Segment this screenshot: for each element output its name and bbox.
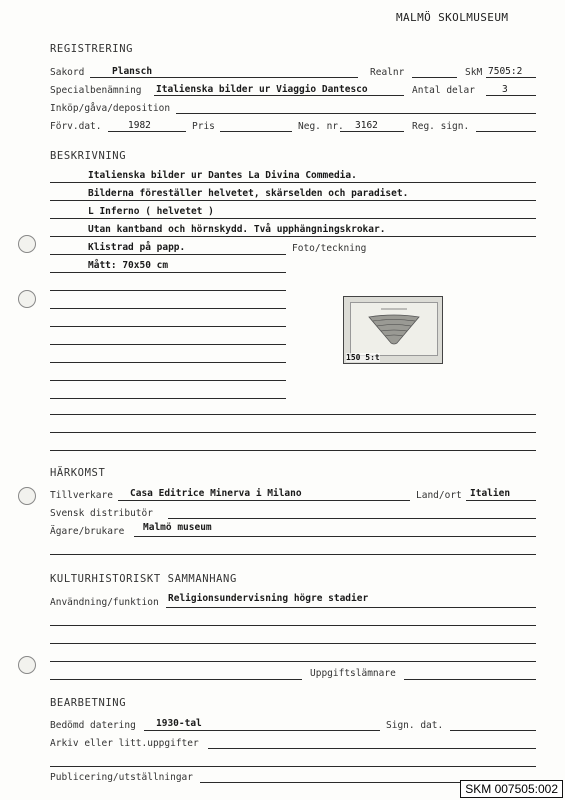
description-rule — [50, 398, 286, 399]
arkiv-line — [208, 748, 536, 749]
description-rule — [50, 450, 536, 451]
skm-label: SkM — [465, 67, 483, 78]
description-line: L Inferno ( helvetet ) — [88, 206, 214, 217]
punch-hole — [18, 235, 36, 253]
kultur-rule — [50, 679, 302, 680]
sakord-label: Sakord — [50, 67, 85, 78]
forv-label: Förv.dat. — [50, 121, 102, 132]
reg-sign-label: Reg. sign. — [412, 121, 470, 132]
section-heading-registrering: REGISTRERING — [50, 43, 134, 55]
description-rule — [50, 414, 536, 415]
pris-label: Pris — [192, 121, 215, 132]
description-line: Utan kantband och hörnskydd. Två upphängningskrokar. — [88, 224, 386, 235]
skm-value: 7505:2 — [488, 66, 523, 77]
forv-line — [108, 131, 186, 132]
description-rule — [50, 380, 286, 381]
uppgift-line — [404, 679, 536, 680]
description-rule — [50, 290, 286, 291]
punch-hole — [18, 656, 36, 674]
kultur-rule — [50, 643, 536, 644]
special-label: Specialbenämning — [50, 85, 142, 96]
museum-name: MALMÖ SKOLMUSEUM — [396, 11, 509, 24]
punch-hole — [18, 487, 36, 505]
datering-value: 1930-tal — [156, 718, 202, 729]
section-heading-bearbetning: BEARBETNING — [50, 697, 127, 709]
distributor-label: Svensk distributör — [50, 508, 153, 519]
harkomst-rule — [50, 554, 536, 555]
agare-value: Malmö museum — [143, 522, 212, 533]
kultur-rule — [50, 625, 536, 626]
special-line — [154, 95, 404, 96]
arkiv-label: Arkiv eller litt.uppgifter — [50, 738, 199, 749]
reg-sign-line — [476, 131, 536, 132]
bearbetning-rule — [50, 766, 536, 767]
description-rule — [50, 326, 286, 327]
realnr-line — [412, 77, 457, 78]
datering-line — [144, 730, 380, 731]
antal-value: 3 — [502, 84, 508, 95]
realnr-label: Realnr — [370, 67, 405, 78]
forv-value: 1982 — [128, 120, 151, 131]
description-rule — [50, 200, 536, 201]
description-rule — [50, 272, 286, 273]
description-line: Bilderna föreställer helvetet, skärselden och paradiset. — [88, 188, 409, 199]
anvandning-label: Användning/funktion — [50, 597, 159, 608]
special-value: Italienska bilder ur Viaggio Dantesco — [156, 84, 368, 95]
photo-print — [350, 302, 438, 356]
neg-label: Neg. nr. — [298, 121, 344, 132]
land-label: Land/ort — [416, 490, 462, 501]
description-rule — [50, 182, 536, 183]
description-rule — [50, 218, 536, 219]
antal-label: Antal delar — [412, 85, 475, 96]
description-rule — [50, 308, 286, 309]
datering-label: Bedömd datering — [50, 720, 136, 731]
agare-line — [134, 536, 536, 537]
photo-tag: 150 5:t — [346, 353, 380, 362]
section-heading-kultur: KULTURHISTORISKT SAMMANHANG — [50, 573, 237, 585]
inferno-funnel-image — [351, 303, 437, 355]
sakord-value: Plansch — [112, 66, 153, 77]
kultur-rule — [50, 661, 536, 662]
sign-dat-label: Sign. dat. — [386, 720, 444, 731]
anvandning-line — [166, 607, 536, 608]
section-heading-beskrivning: BESKRIVNING — [50, 150, 127, 162]
land-line — [466, 500, 536, 501]
description-line: Klistrad på papp. — [88, 242, 186, 253]
description-rule — [50, 362, 286, 363]
tillverkare-label: Tillverkare — [50, 490, 113, 501]
inkop-line — [176, 113, 536, 114]
neg-value: 3162 — [355, 120, 378, 131]
uppgift-label: Uppgiftslämnare — [310, 668, 396, 679]
description-line: Italienska bilder ur Dantes La Divina Commedia. — [88, 170, 357, 181]
description-rule — [50, 236, 536, 237]
tillverkare-line — [118, 500, 410, 501]
punch-hole — [18, 290, 36, 308]
agare-label: Ägare/brukare — [50, 526, 125, 537]
sign-dat-line — [450, 730, 536, 731]
object-photo — [343, 296, 443, 364]
description-rule — [50, 432, 536, 433]
description-rule — [50, 254, 286, 255]
description-rule — [50, 344, 286, 345]
sakord-line — [90, 77, 358, 78]
distributor-line — [168, 518, 536, 519]
anvandning-value: Religionsundervisning högre stadier — [168, 593, 369, 604]
land-value: Italien — [470, 488, 511, 499]
antal-line — [486, 95, 536, 96]
neg-line — [340, 131, 404, 132]
foto-label: Foto/teckning — [292, 243, 367, 254]
tillverkare-value: Casa Editrice Minerva i Milano — [130, 488, 302, 499]
section-heading-harkomst: HÄRKOMST — [50, 467, 106, 479]
pris-line — [220, 131, 292, 132]
skm-line — [486, 77, 536, 78]
inkop-label: Inköp/gåva/deposition — [50, 103, 171, 114]
description-line: Mått: 70x50 cm — [88, 260, 169, 271]
catalogue-stamp: SKM 007505:002 — [460, 780, 563, 798]
publ-label: Publicering/utställningar — [50, 772, 193, 783]
